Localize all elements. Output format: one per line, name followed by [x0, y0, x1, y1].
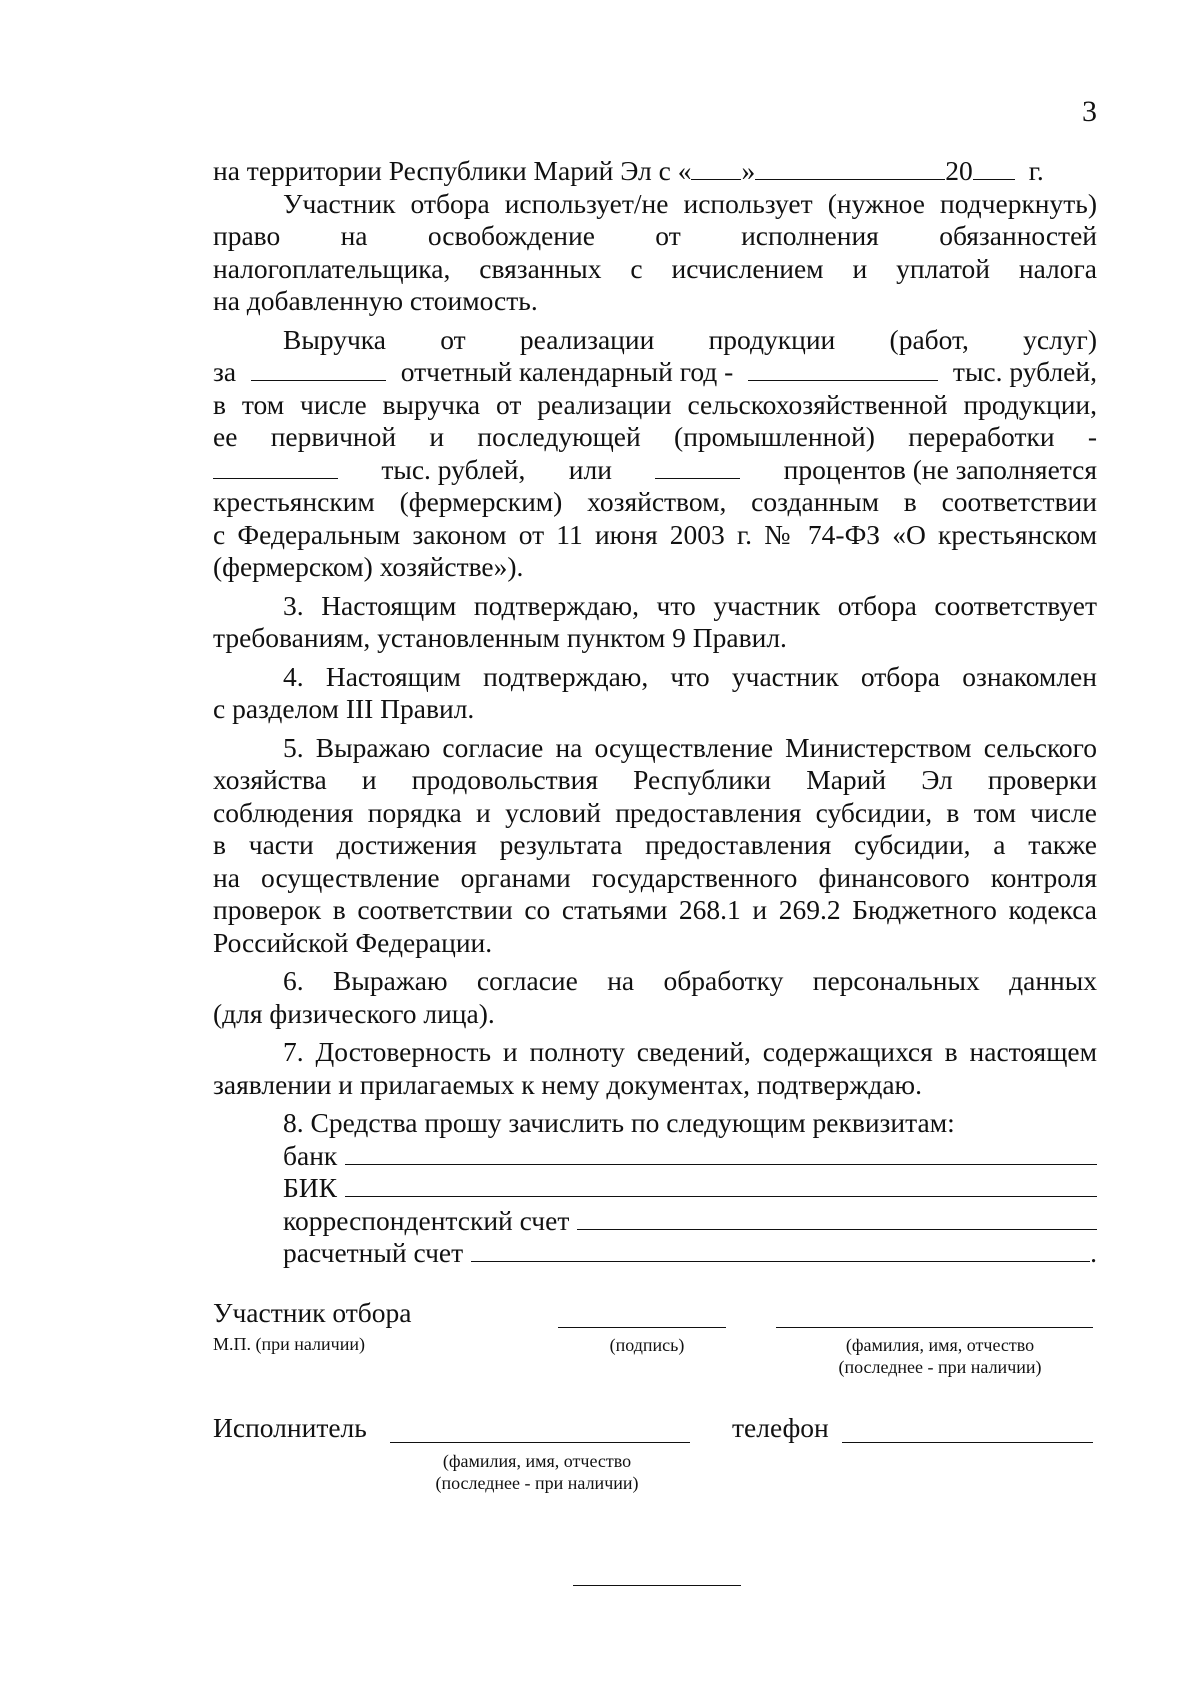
item-5-line: хозяйства и продовольствия Республики Марий Эл проверки [213, 764, 1097, 795]
document-body [213, 155, 1097, 1270]
item-7-line: 7. Достоверность и полноту сведений, содержащихся в настоящем [283, 1036, 1097, 1067]
settlement-account-field[interactable] [213, 1237, 1097, 1270]
caption-line: (последнее - при наличии) [435, 1473, 639, 1493]
caption-line: (последнее - при наличии) [838, 1357, 1042, 1377]
agri-amount-blank [213, 454, 338, 479]
corr-account-field[interactable] [213, 1205, 1097, 1238]
signature-caption: (подпись) [609, 1335, 685, 1355]
corr-account-input-line[interactable] [577, 1205, 1097, 1230]
executor-caption [412, 1450, 662, 1494]
vat-line: право на освобождение от исполнения обязанностей [213, 220, 1097, 251]
item-5-line: в части достижения результата предоставления субсидии, а также [213, 829, 1097, 860]
revenue-line: крестьянским (фермерским) хозяйством, созданным в соответствии [213, 486, 1097, 517]
line-text: отчетный календарный год - [400, 356, 734, 387]
item-5-line: на осуществление органами государственного финансового контроля [213, 861, 1097, 893]
signature-line[interactable] [558, 1327, 726, 1328]
line-text: процентов (не заполняется [783, 453, 1097, 485]
phone-line[interactable] [842, 1442, 1093, 1443]
caption-line: (фамилия, имя, отчество [442, 1451, 632, 1471]
year-field-blank [251, 356, 386, 381]
revenue-line: с Федеральным законом от 11 июня 2003 г. № 74-ФЗ «О крестьянском [213, 518, 1097, 550]
end-divider [573, 1585, 741, 1586]
line-text: на территории Республики Марий Эл с « [213, 155, 692, 186]
executor-label: Исполнитель [213, 1412, 367, 1443]
item-7-line: заявлении и прилагаемых к нему документах, подтверждаю. [213, 1068, 922, 1100]
item-5-line: проверок в соответствии со статьями 268.1 и 269.2 Бюджетного кодекса [213, 894, 1097, 925]
end-dot: . [1090, 1237, 1097, 1268]
year-prefix: 20 [945, 155, 973, 186]
fio-caption [820, 1334, 1060, 1378]
bik-input-line[interactable] [345, 1172, 1097, 1197]
vat-line: налогоплательщика, связанных с исчислением и уплатой налога [213, 252, 1097, 284]
percent-blank [655, 454, 740, 479]
line-text: » [741, 155, 756, 186]
corr-account-label: корреспондентский счет [283, 1204, 570, 1236]
phone-label: телефон [732, 1412, 829, 1443]
item-6-line: (для физического лица). [213, 997, 495, 1029]
revenue-line: Выручка от реализации продукции (работ, услуг) [283, 323, 1097, 355]
revenue-line: ее первичной и последующей (промышленной) переработки - [213, 421, 1097, 452]
revenue-line [213, 356, 1097, 389]
item-6-line: 6. Выражаю согласие на обработку персональных данных [283, 965, 1097, 996]
revenue-line: (фермерском) хозяйстве»). [213, 551, 524, 582]
stamp-label: М.П. (при наличии) [213, 1334, 365, 1354]
participant-label: Участник отбора [213, 1297, 412, 1328]
caption-line: (фамилия, имя, отчество [845, 1335, 1035, 1355]
vat-line: на добавленную стоимость. [213, 285, 538, 316]
bik-label: БИК [283, 1172, 337, 1203]
revenue-line [213, 454, 1097, 487]
item-8-line: 8. Средства прошу зачислить по следующим реквизитам: [283, 1107, 955, 1138]
revenue-amount-blank [748, 356, 938, 381]
line-text: за [213, 356, 237, 387]
item-5-line: 5. Выражаю согласие на осуществление Министерством сельского [283, 731, 1097, 763]
item-3-line: 3. Настоящим подтверждаю, что участник отбора соответствует [283, 589, 1097, 621]
month-blank [755, 155, 945, 180]
executor-line[interactable] [390, 1442, 690, 1443]
revenue-line: в том числе выручка от реализации сельскохозяйственной продукции, [213, 388, 1097, 420]
line-date [213, 155, 1097, 188]
line-text: г. [1028, 155, 1044, 186]
vat-line: Участник отбора использует/не использует (нужное подчеркнуть) [283, 187, 1097, 219]
item-4-line: 4. Настоящим подтверждаю, что участник отбора ознакомлен [283, 660, 1097, 692]
item-3-line: требованиям, установленным пунктом 9 Правил. [213, 622, 787, 653]
item-4-line: с разделом III Правил. [213, 693, 475, 724]
item-5-line: соблюдения порядка и условий предоставления субсидии, в том числе [213, 796, 1097, 828]
bik-field[interactable] [213, 1172, 1097, 1205]
year-blank [973, 155, 1015, 180]
bank-field[interactable] [213, 1140, 1097, 1173]
settlement-account-label: расчетный счет [283, 1237, 464, 1268]
settlement-account-input-line[interactable] [471, 1237, 1090, 1262]
bank-input-line[interactable] [345, 1140, 1097, 1165]
day-blank [691, 155, 741, 180]
item-5-line: Российской Федерации. [213, 926, 493, 958]
line-text: или [568, 453, 612, 485]
line-text: тыс. рублей, [952, 356, 1097, 387]
fio-line[interactable] [776, 1327, 1093, 1328]
bank-label: банк [283, 1139, 338, 1171]
line-text: тыс. рублей, [381, 453, 526, 485]
page-number: 3 [1082, 95, 1097, 128]
